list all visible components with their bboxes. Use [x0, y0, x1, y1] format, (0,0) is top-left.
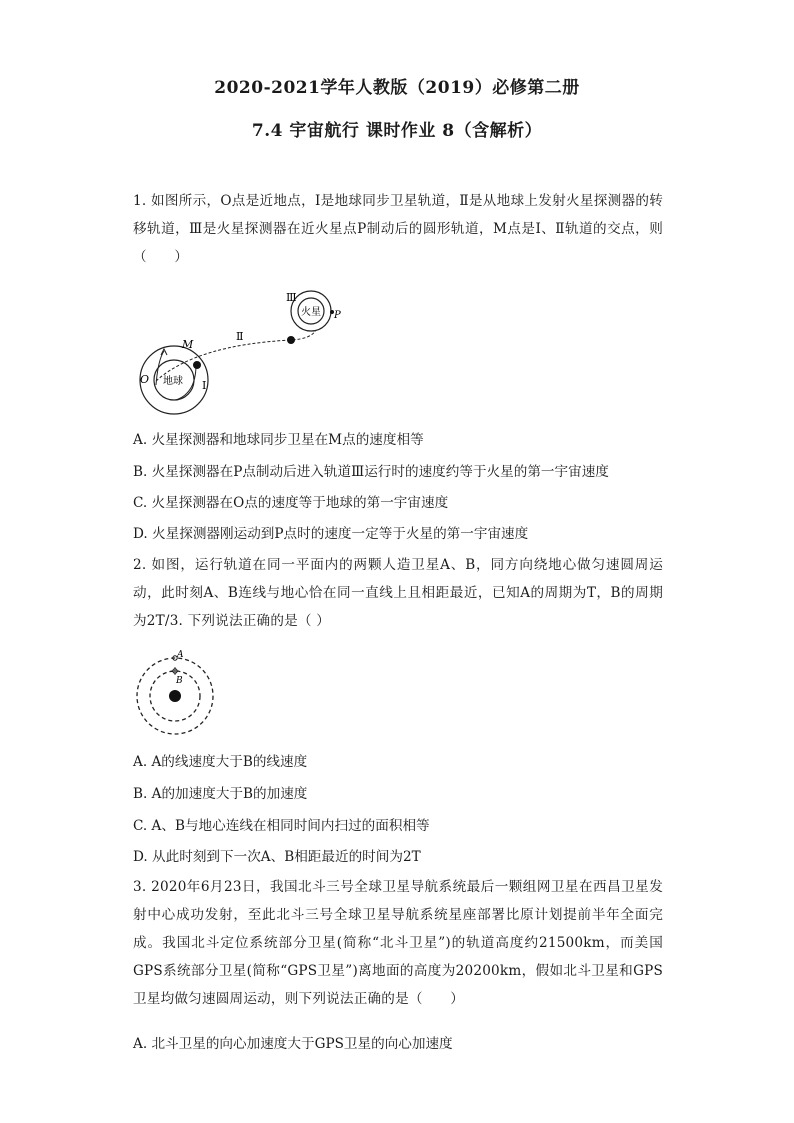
question-1-option-d: D. 火星探测器刚运动到P点时的速度一定等于火星的第一宇宙速度	[133, 526, 529, 542]
label-B: B	[176, 676, 183, 686]
label-O: O	[140, 373, 150, 386]
question-1-option-b: B. 火星探测器在P点制动后进入轨道Ⅲ运行时的速度约等于火星的第一宇宙速度	[133, 464, 609, 480]
label-A: A	[177, 650, 184, 660]
question-2-option-c: C. A、B与地心连线在相同时间内扫过的面积相等	[133, 818, 430, 834]
question-1-option-c: C. 火星探测器在O点的速度等于地球的第一宇宙速度	[133, 495, 449, 511]
label-III: Ⅲ	[286, 291, 297, 304]
question-1-option-a: A. 火星探测器和地球同步卫星在M点的速度相等	[133, 432, 424, 448]
question-3-stem: 3. 2020年6月23日，我国北斗三号全球卫星导航系统最后一颗组网卫星在西昌卫星发射中心成功发射，至此北斗三号全球卫星导航系统星座部署比原计划提前半年全面完成。我国北斗定位系统部分卫星(简称“北斗卫星”)的轨道高度约21500km，而美国GPS系统部分卫星(简称“GPS卫星”)离地面的高度为20200km，假如北斗卫星和GPS卫星均做匀速圆周运动，则下列说法正确的是（ ）	[133, 879, 663, 1007]
label-earth: 地球	[163, 376, 183, 387]
question-2-figure	[133, 646, 223, 736]
label-I: Ⅰ	[202, 379, 207, 392]
document-subtitle: 7.4 宇宙航行 课时作业 8（含解析）	[251, 121, 543, 141]
question-2-option-d: D. 从此时刻到下一次A、B相距最近的时间为2T	[133, 849, 421, 865]
question-2-stem: 2. 如图，运行轨道在同一平面内的两颗人造卫星A、B，同方向绕地心做匀速圆周运动，此时刻A、B连线与地心恰在同一直线上且相距最近，已知A的周期为T，B的周期为2T/3. 下列说法正确的是（ ）	[133, 557, 663, 629]
question-3-option-a: A. 北斗卫星的向心加速度大于GPS卫星的向心加速度	[133, 1036, 453, 1052]
label-II: Ⅱ	[236, 330, 244, 343]
label-P: P	[334, 310, 341, 321]
label-mars: 火星	[301, 307, 321, 318]
document-title: 2020-2021学年人教版（2019）必修第二册	[214, 78, 580, 98]
question-1-figure	[136, 285, 351, 425]
question-2-option-a: A. A的线速度大于B的线速度	[133, 754, 308, 770]
label-M: M	[182, 338, 194, 351]
question-1-stem: 1. 如图所示，O点是近地点，Ⅰ是地球同步卫星轨道，Ⅱ是从地球上发射火星探测器的转移轨道，Ⅲ是火星探测器在近火星点P制动后的圆形轨道，M点是Ⅰ、Ⅱ轨道的交点，则（ ）	[133, 193, 663, 265]
question-2-option-b: B. A的加速度大于B的加速度	[133, 786, 308, 802]
